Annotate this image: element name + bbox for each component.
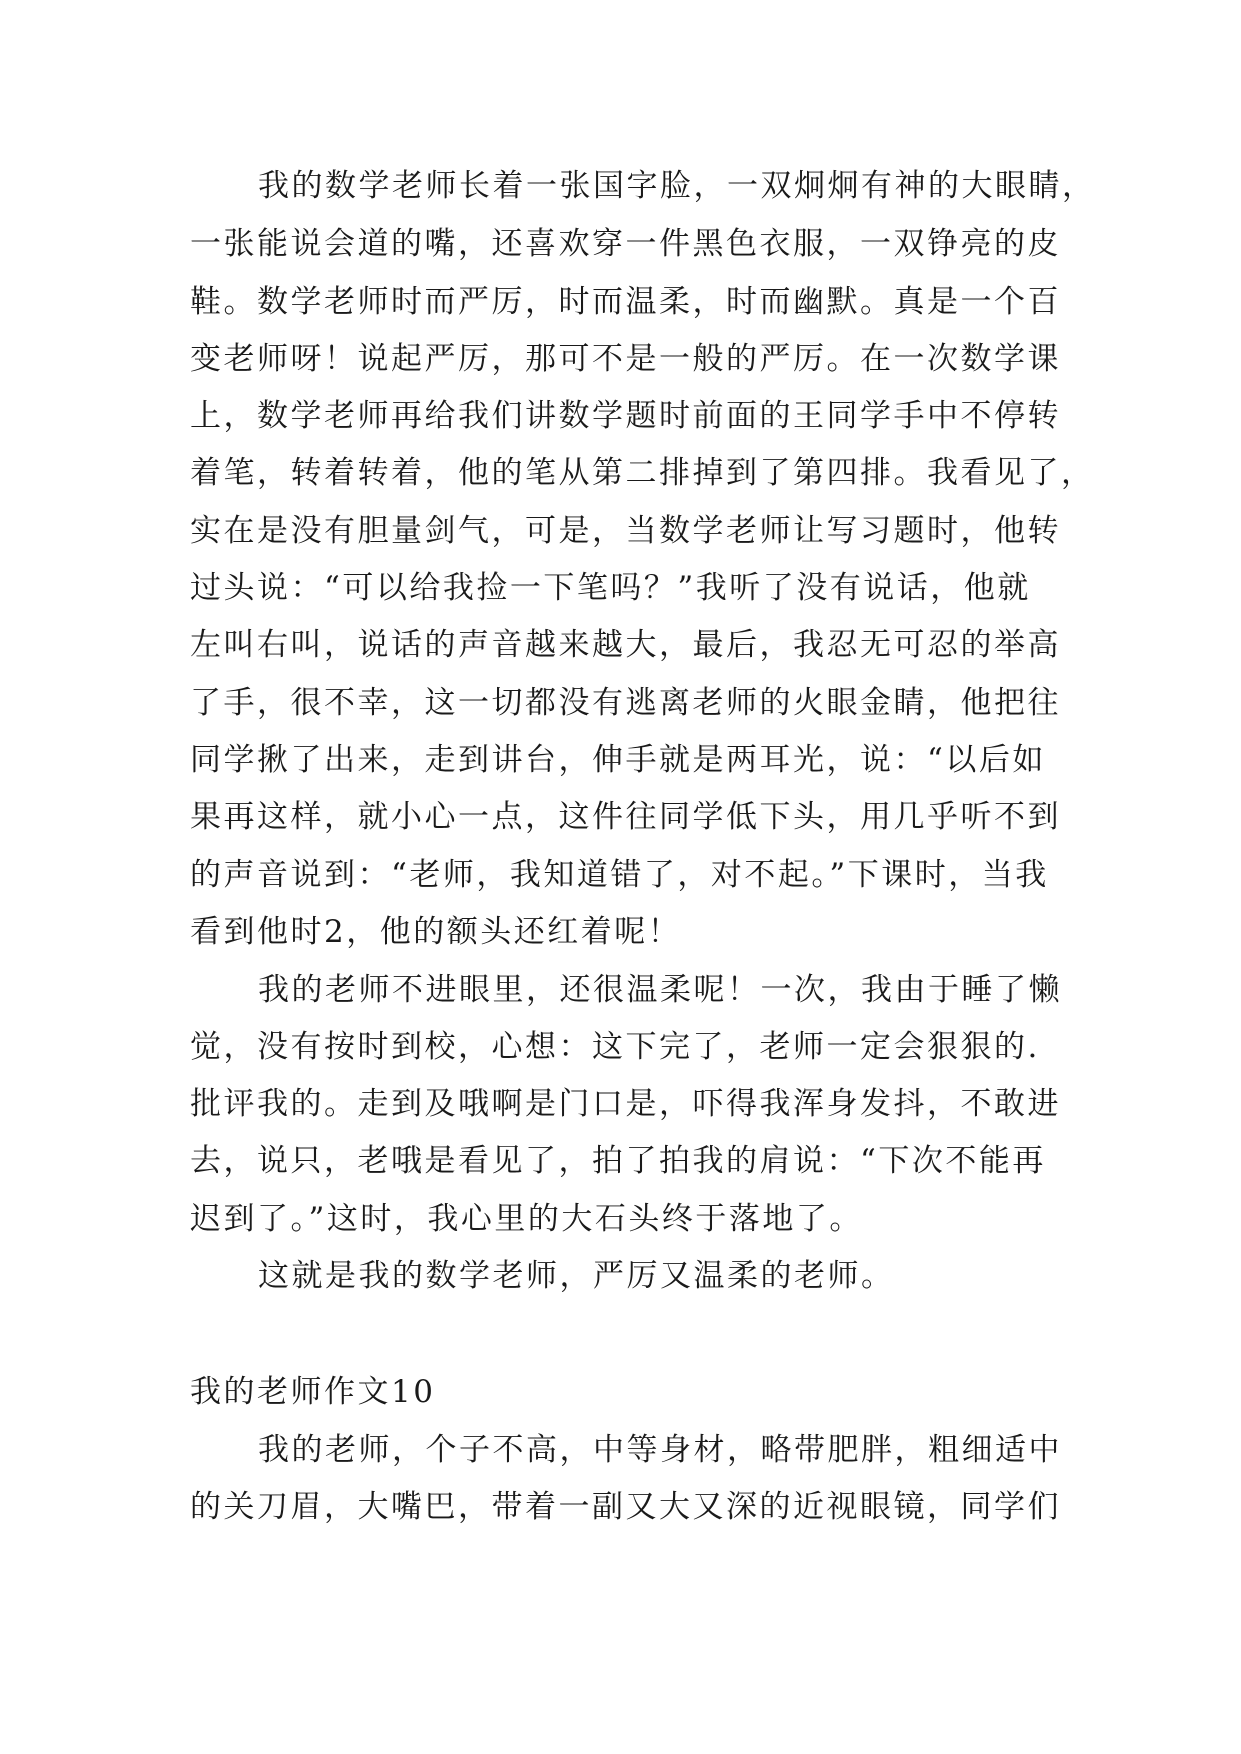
text-line: 这就是我的数学老师，严厉又温柔的老师。 — [258, 1258, 895, 1294]
text-line: 了手，很不幸，这一切都没有逃离老师的火眼金睛，他把往 — [190, 685, 1061, 721]
text-line: 一张能说会道的嘴，还喜欢穿一件黑色衣服，一双铮亮的皮 — [190, 226, 1061, 262]
text-line: 迟到了。”这时，我心里的大石头终于落地了。 — [190, 1201, 863, 1237]
section-title: 我的老师作文10 — [190, 1374, 436, 1410]
text-line: 批评我的。走到及哦啊是门口是，吓得我浑身发抖，不敢进 — [190, 1086, 1061, 1122]
text-line: 的关刀眉，大嘴巴，带着一副又大又深的近视眼镜，同学们 — [190, 1489, 1061, 1525]
text-line: 上，数学老师再给我们讲数学题时前面的王同学手中不停转 — [190, 398, 1061, 434]
text-line: 去，说只，老哦是看见了，拍了拍我的肩说：“下次不能再 — [190, 1143, 1046, 1179]
text-line: 果再这样，就小心一点，这件往同学低下头，用几乎听不到 — [190, 799, 1061, 835]
text-line: 我的老师不进眼里，还很温柔呢！一次，我由于睡了懒 — [258, 972, 1062, 1008]
text-line: 变老师呀！说起严厉，那可不是一般的严厉。在一次数学课 — [190, 341, 1061, 377]
text-line: 觉，没有按时到校，心想：这下完了，老师一定会狠狠的. — [190, 1029, 1040, 1065]
text-line: 着笔，转着转着，他的笔从第二排掉到了第四排。我看见了， — [190, 455, 1095, 491]
text-line: 的声音说到：“老师，我知道错了，对不起。”下课时，当我 — [190, 857, 1049, 893]
text-line: 实在是没有胆量剑气，可是，当数学老师让写习题时，他转 — [190, 513, 1061, 549]
text-line: 鞋。数学老师时而严厉，时而温柔，时而幽默。真是一个百 — [190, 284, 1061, 320]
text-line: 同学揪了出来，走到讲台，伸手就是两耳光，说：“以后如 — [190, 742, 1046, 778]
text-line: 看到他时2，他的额头还红着呢！ — [190, 914, 682, 950]
text-line: 我的老师，个子不高，中等身材，略带肥胖，粗细适中 — [258, 1432, 1062, 1468]
text-line: 我的数学老师长着一张国字脸，一双炯炯有神的大眼睛， — [258, 168, 1096, 204]
text-line: 过头说：“可以给我捡一下笔吗？”我听了没有说话，他就 — [190, 570, 1031, 606]
text-line: 左叫右叫，说话的声音越来越大，最后，我忍无可忍的举高 — [190, 627, 1061, 663]
